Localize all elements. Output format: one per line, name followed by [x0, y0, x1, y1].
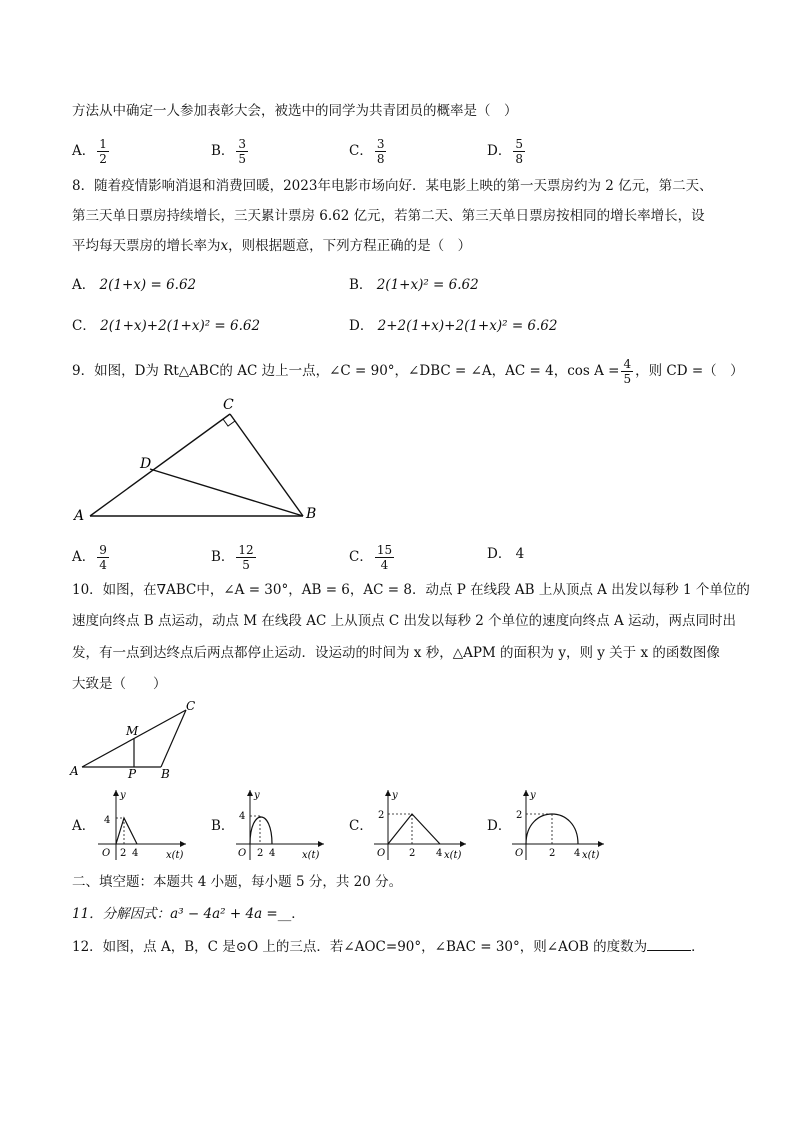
q12-answer-blank[interactable]	[647, 938, 691, 951]
q10-option-d-label[interactable]: D．	[487, 818, 512, 834]
svg-text:2: 2	[549, 848, 556, 859]
svg-text:2: 2	[378, 810, 385, 821]
q10-option-c-label[interactable]: C．	[349, 818, 373, 834]
fraction: $\frac{3}{8}$	[376, 137, 385, 166]
q8-option-d[interactable]: D． 2+2(1+x)+2(1+x)² = 6.62	[349, 318, 558, 334]
label-b: B	[161, 767, 170, 781]
svg-text:O: O	[515, 848, 524, 859]
q7-option-d[interactable]: D． $\frac{5}{8}$	[487, 137, 523, 166]
label-m: M	[126, 724, 139, 738]
svg-text:O: O	[238, 848, 247, 859]
svg-text:2: 2	[120, 848, 127, 859]
q10-option-b-label[interactable]: B．	[211, 818, 235, 834]
label-c: C	[223, 397, 234, 413]
svg-text:y: y	[120, 790, 126, 801]
fraction: $\frac{3}{5}$	[238, 137, 247, 166]
svg-text:4: 4	[132, 848, 139, 859]
q8-option-a[interactable]: A． 2(1+x) = 6.62	[72, 277, 197, 293]
svg-text:4: 4	[239, 811, 246, 822]
q9-option-b[interactable]: B． $\frac{12}{5}$	[211, 543, 254, 572]
q10-option-a-graph	[94, 786, 190, 864]
q12-line: 12．如图，点 A，B，C 是⊙O 上的三点．若∠AOC=90°，∠BAC = 30°，则∠AOB 的度数为 ．	[72, 939, 705, 955]
svg-text:2: 2	[409, 848, 416, 859]
q9-triangle-figure	[70, 392, 330, 532]
q9-option-a[interactable]: A． $\frac{9}{4}$	[72, 543, 107, 572]
q9-option-d[interactable]: D． 4	[487, 546, 525, 562]
label-d: D	[140, 456, 152, 472]
label-a: A	[70, 764, 79, 778]
q10-option-b-graph	[232, 786, 328, 864]
q7-option-a[interactable]: A． $\frac{1}{2}$	[72, 137, 107, 166]
q9-option-c[interactable]: C． $\frac{15}{4}$	[349, 543, 393, 572]
fraction: $\frac{1}{2}$	[99, 137, 107, 166]
svg-text:O: O	[102, 848, 111, 859]
q8-option-c[interactable]: C． 2(1+x)+2(1+x)² = 6.62	[72, 318, 261, 334]
q9-stem: 9．如图，D为 Rt△ABC的 AC 边上一点，∠C = 90°，∠DBC = ∠A，AC = 4，cos A = $\frac{4}{5}$ ，则 CD =（ ）	[72, 357, 744, 386]
q10-line-2: 速度向终点 B 点运动，动点 M 在线段 AC 上从顶点 C 出发以每秒 2 个单位的速度向终点 A 运动，两点同时出	[72, 613, 736, 629]
label-a: A	[74, 508, 85, 524]
q11-blank[interactable]: __．	[277, 906, 305, 922]
svg-text:4: 4	[574, 848, 581, 859]
svg-text:4: 4	[104, 815, 111, 826]
section-2-heading: 二、填空题：本题共 4 小题，每小题 5 分，共 20 分。	[72, 874, 403, 890]
svg-text:O: O	[377, 848, 386, 859]
q8-line-1: 8．随着疫情影响消退和消费回暖，2023年电影市场向好．某电影上映的第一天票房约为 2 亿元，第二天、	[72, 178, 713, 194]
svg-text:4: 4	[269, 848, 276, 859]
q10-line-4: 大致是（ ）	[72, 676, 167, 692]
cos-fraction: $\frac{4}{5}$	[623, 357, 632, 386]
svg-text:y: y	[254, 790, 260, 801]
q7-stem-tail: 方法从中确定一人参加表彰大会，被选中的同学为共青团员的概率是（ ）	[72, 103, 518, 119]
q8-option-b[interactable]: B． 2(1+x)² = 6.62	[349, 277, 479, 293]
svg-text:4: 4	[436, 848, 443, 859]
svg-text:x(t): x(t)	[302, 850, 320, 861]
q11-line: 11．分解因式：a³ − 4a² + 4a =__．	[72, 906, 305, 922]
q10-line-1: 10．如图，在∇ABC中，∠A = 30°，AB = 6，AC = 8．动点 P 在线段 AB 上从顶点 A 出发以每秒 1 个单位的	[72, 582, 750, 598]
q10-option-d-graph	[508, 786, 608, 864]
label-p: P	[128, 767, 137, 781]
fraction: $\frac{5}{8}$	[515, 137, 523, 166]
label-b: B	[306, 506, 317, 522]
svg-text:y: y	[530, 790, 536, 801]
q8-line-2: 第三天单日票房持续增长，三天累计票房 6.62 亿元，若第二天、第三天单日票房按相同的增长率增长，设	[72, 208, 705, 224]
q7-option-b[interactable]: B． $\frac{3}{5}$	[211, 137, 247, 166]
q7-option-c[interactable]: C． $\frac{3}{8}$	[349, 137, 385, 166]
svg-text:x(t): x(t)	[582, 850, 600, 861]
q10-option-a-label[interactable]: A．	[72, 818, 96, 834]
svg-text:2: 2	[257, 848, 264, 859]
q10-triangle-figure	[66, 698, 206, 782]
q8-line-3: 平均每天票房的增长率为x，则根据题意，下列方程正确的是（ ）	[72, 238, 472, 254]
svg-text:x(t): x(t)	[444, 850, 462, 861]
svg-text:y: y	[392, 790, 398, 801]
svg-text:x(t): x(t)	[166, 850, 184, 861]
q10-option-c-graph	[370, 786, 470, 864]
svg-text:2: 2	[516, 810, 523, 821]
label-c: C	[186, 699, 196, 713]
q10-line-3: 发，有一点到达终点后两点都停止运动．设运动的时间为 x 秒，△APM 的面积为 y，则 y 关于 x 的函数图像	[72, 645, 720, 661]
